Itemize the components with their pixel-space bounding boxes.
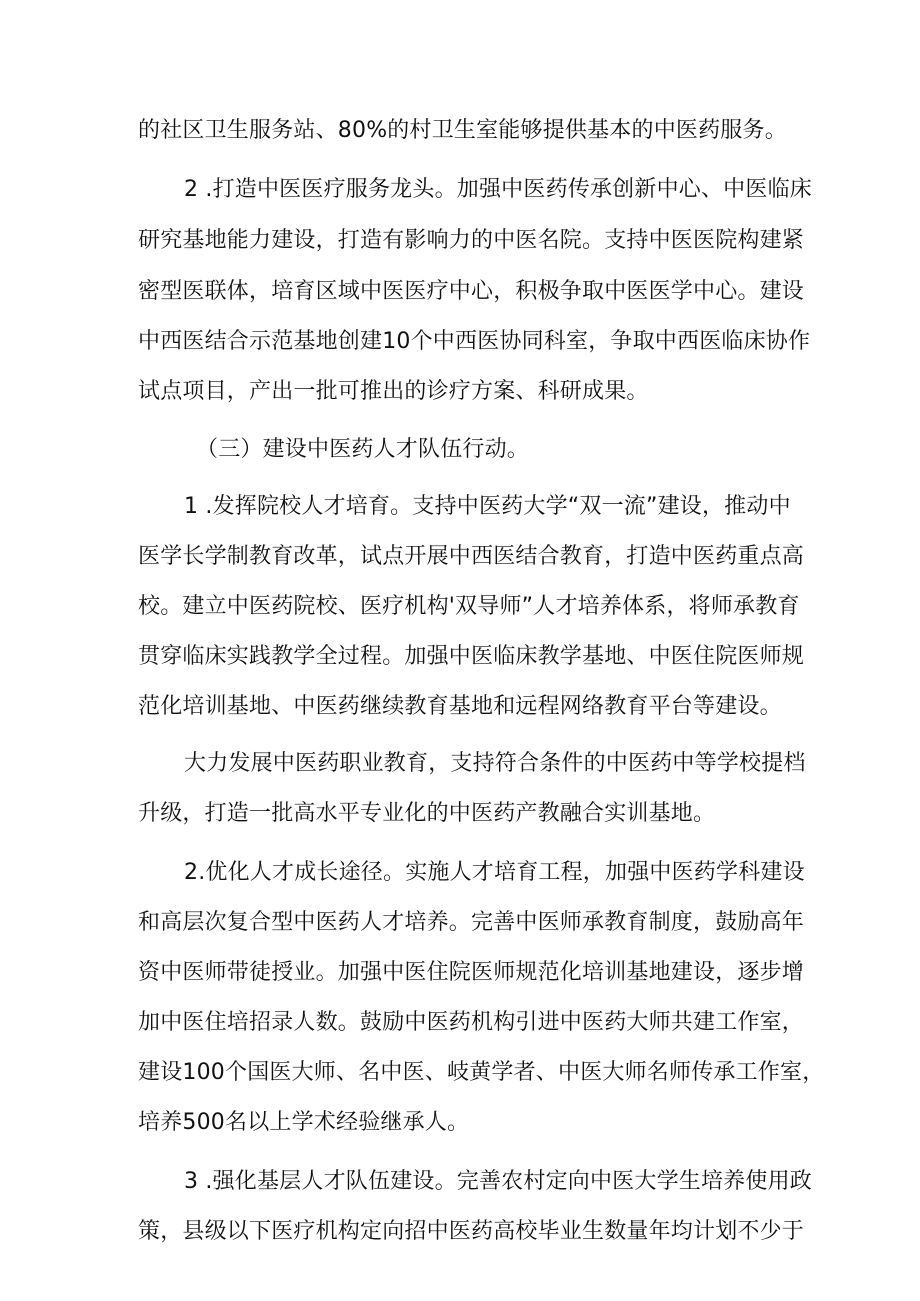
text-line: 校。建立中医药院校、医疗机构'双导师”人才培养体系，将师承教育: [138, 594, 800, 619]
text-line: 贯穿临床实践教学全过程。加强中医临床教学基地、中医住院医师规: [138, 644, 805, 669]
text-line: 3 .强化基层人才队伍建设。完善农村定向中医大学生培养使用政: [184, 1169, 812, 1194]
text-line: 培养500名以上学术经验继承人。: [138, 1110, 470, 1135]
section-heading: （三）建设中医药人才队伍行动。: [196, 437, 530, 462]
text-line: 范化培训基地、中医药继续教育基地和远程网络教育平台等建设。: [138, 694, 782, 719]
text-line: 2 .打造中医医疗服务龙头。加强中医药传承创新中心、中医临床: [184, 177, 812, 202]
text-line: 资中医师带徒授业。加强中医住院医师规范化培训基地建设，逐步增: [138, 960, 805, 985]
text-line: 大力发展中医药职业教育，支持符合条件的中医药中等学校提档: [184, 751, 806, 776]
text-line: 密型医联体，培育区域中医医疗中心，积极争取中医医学中心。建设: [138, 279, 805, 304]
text-line: 和高层次复合型中医药人才培养。完善中医师承教育制度，鼓励高年: [138, 910, 805, 935]
text-line: 策，县级以下医疗机构定向招中医药高校毕业生数量年均计划不少于: [138, 1219, 805, 1244]
text-line: 研究基地能力建设，打造有影响力的中医名院。支持中医医院构建紧: [138, 228, 805, 253]
text-line: 1 .发挥院校人才培育。支持中医药大学“双一流”建设，推动中: [184, 494, 791, 519]
text-line: 2.优化人才成长途径。实施人才培育工程，加强中医药学科建设: [184, 860, 805, 885]
text-line: 医学长学制教育改革，试点开展中西医结合教育，打造中医药重点高: [138, 544, 805, 569]
text-line: 建设100个国医大师、名中医、岐黄学者、中医大师名师传承工作室，: [138, 1060, 825, 1085]
text-line: 升级，打造一批高水平专业化的中医药产教融合实训基地。: [138, 801, 716, 826]
text-line: 的社区卫生服务站、80%的村卫生室能够提供基本的中医药服务。: [138, 118, 787, 143]
text-line: 中西医结合示范基地创建10个中西医协同科室，争取中西医临床协作: [138, 329, 811, 354]
text-line: 加中医住培招录人数。鼓励中医药机构引进中医药大师共建工作室，: [138, 1010, 805, 1035]
text-line: 试点项目，产出一批可推出的诊疗方案、科研成果。: [138, 379, 649, 404]
